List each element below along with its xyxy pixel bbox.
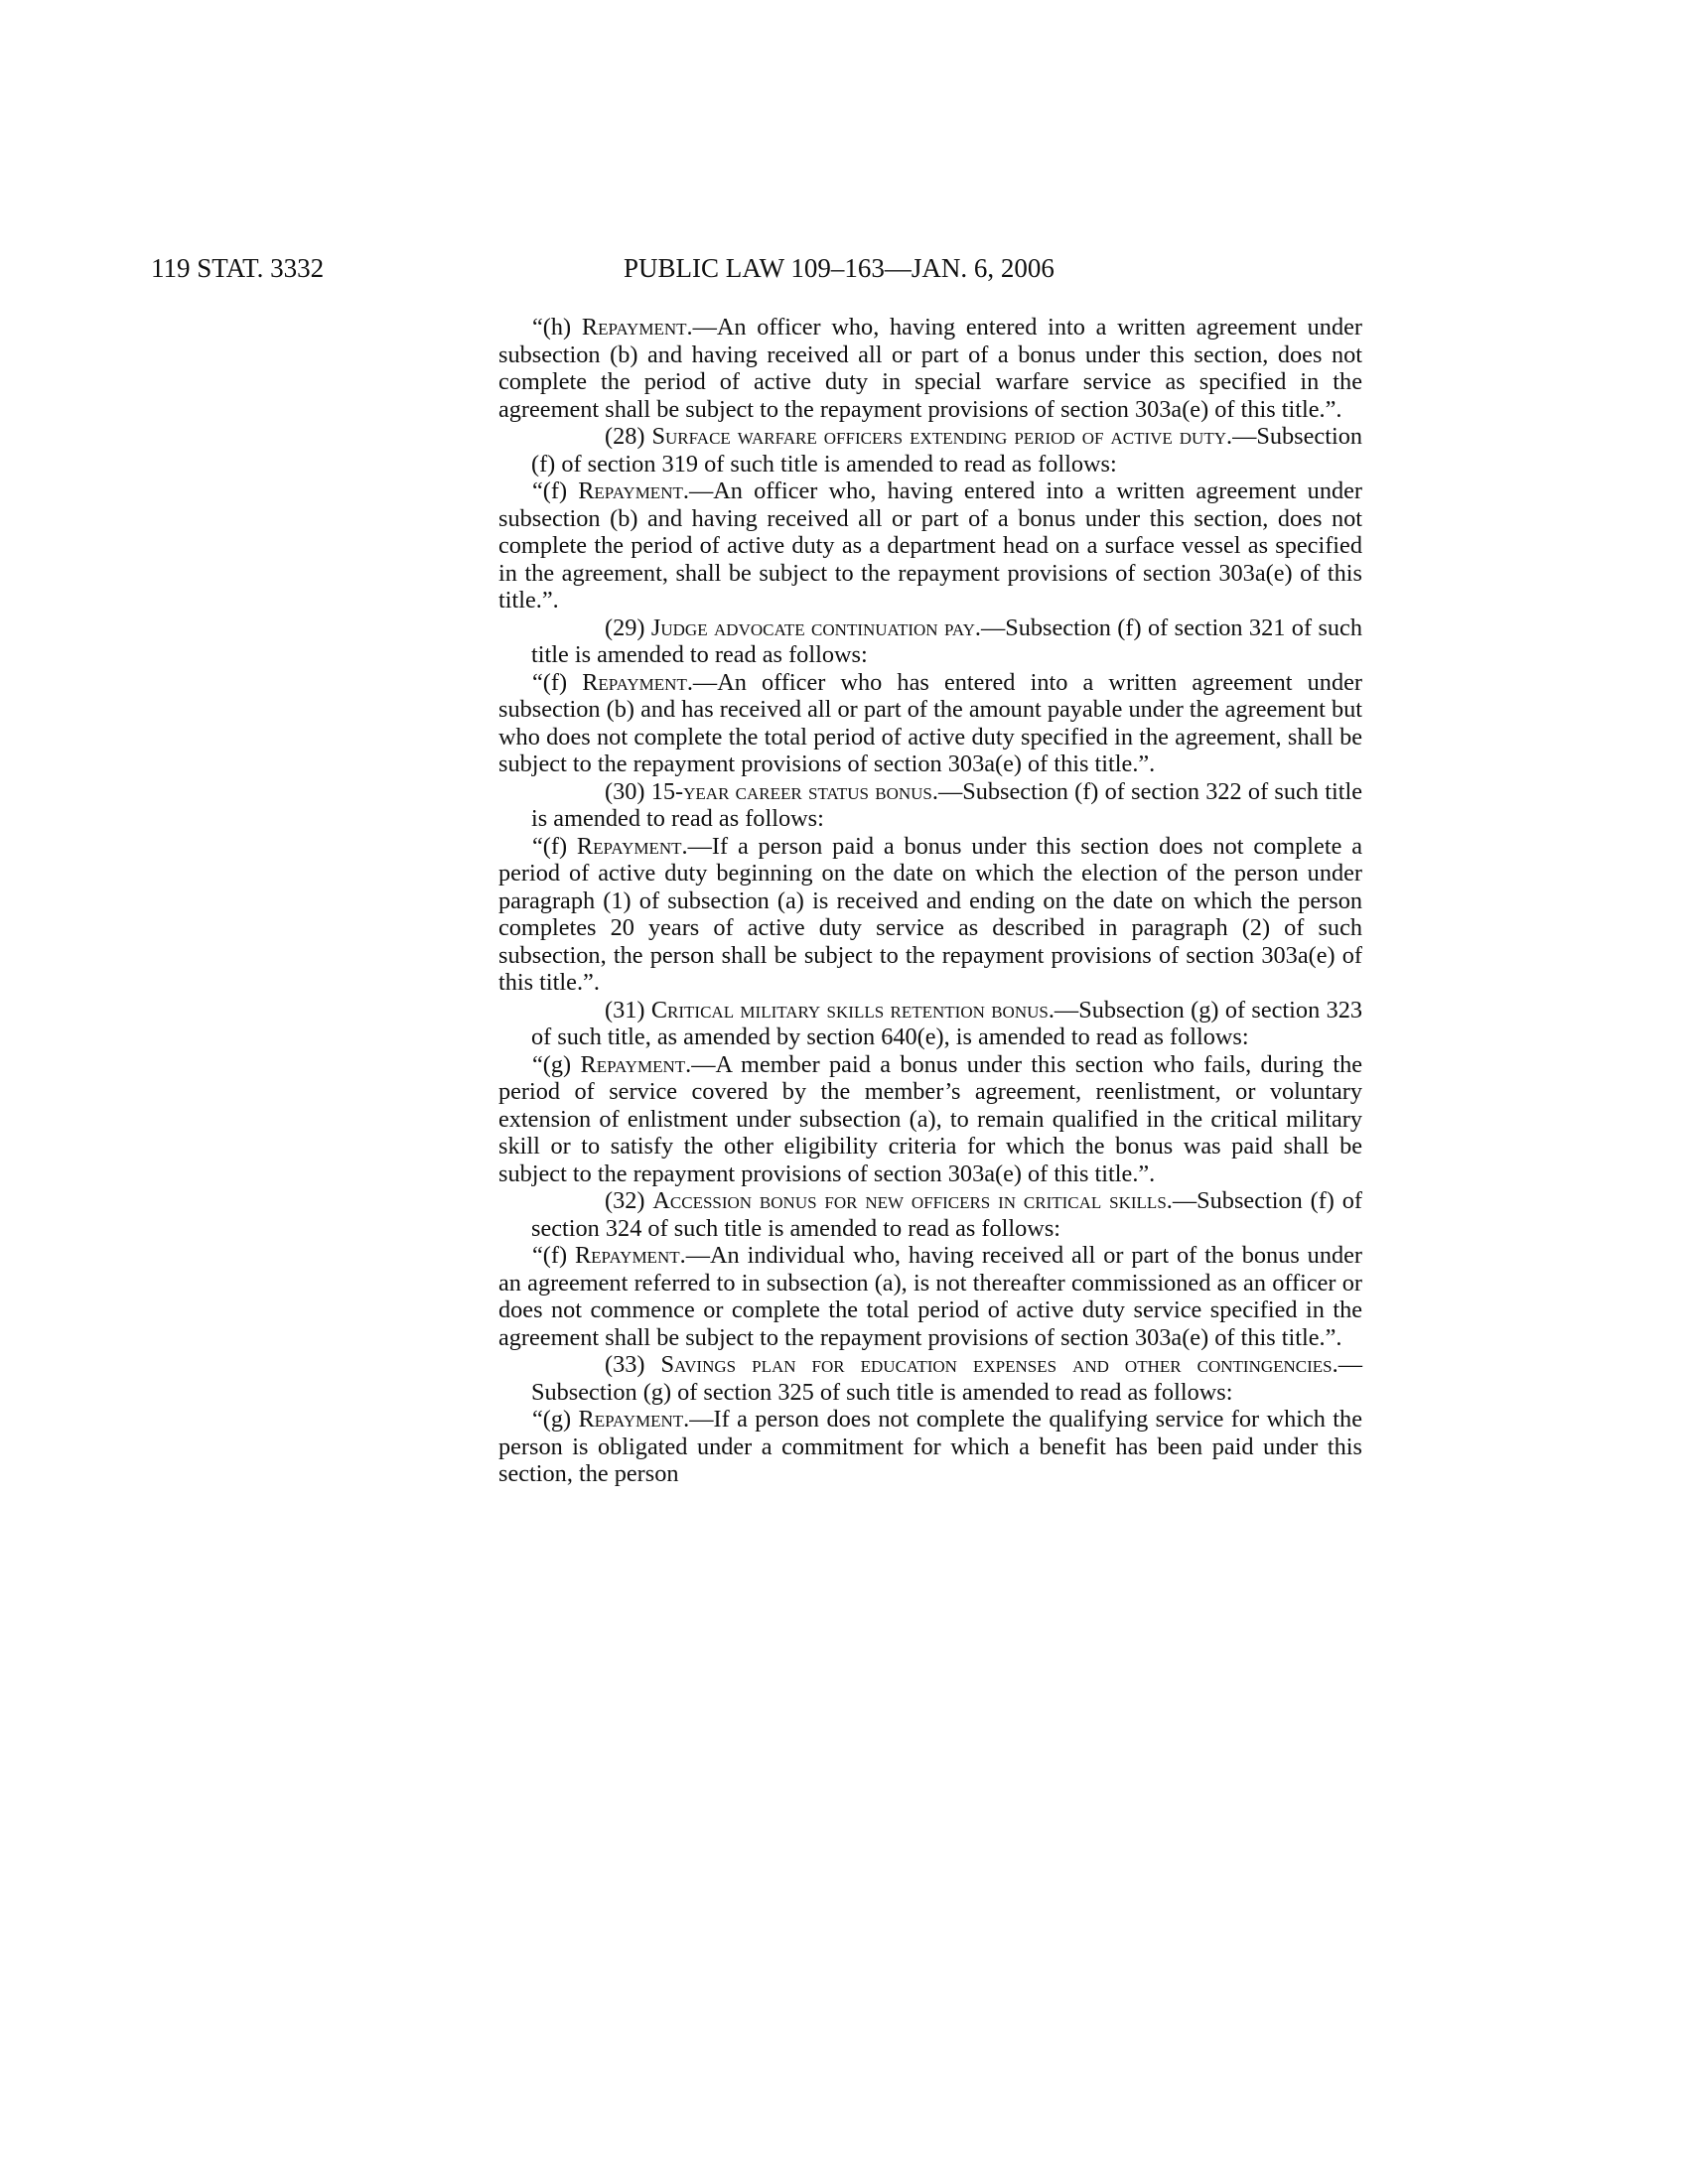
paragraph-heading: Accession bonus for new officers in critical skills. <box>652 1187 1173 1214</box>
paragraph-label: “(h) <box>532 314 582 341</box>
paragraph-heading: Critical military skills retention bonus. <box>650 996 1055 1024</box>
paragraph-text: —Subsection (f) of section 319 of such title is amended to read as follows: <box>531 423 1362 478</box>
paragraph-text: —An officer who has entered into a written agreement under subsection (b) and has received all or part of the amount payable under the agreement but who does not complete the total period of active duty specified in the agreement, shall be subject to the repayment provisions of section 303a(e) of this title.”. <box>498 668 1362 777</box>
paragraph-heading: Repayment. <box>578 478 689 504</box>
paragraph-heading: Repayment. <box>576 832 688 860</box>
paragraph-text: —Subsection (f) of section 324 of such title is amended to read as follows: <box>531 1187 1362 1242</box>
paragraph-label: “(g) <box>532 1406 579 1433</box>
paragraph-text: —If a person paid a bonus under this section does not complete a period of active duty beginning on the date on which the election of the person under paragraph (1) of subsection (a) is received and ending on the date on which the person completes 20 years of active duty service as described in paragraph (2) of such subsection, the person shall be subject to the repayment provisions of section 303a(e) of this title.”. <box>498 832 1362 996</box>
paragraph-text: —An officer who, having entered into a written agreement under subsection (b) and having received all or part of a bonus under this section, does not complete the period of active duty as a department head on a surface vessel as specified in the agreement, shall be subject to the repayment provisions of section 303a(e) of this title.”. <box>498 478 1362 614</box>
paragraph-label: “(f) <box>532 1242 575 1269</box>
public-law-title: PUBLIC LAW 109–163—JAN. 6, 2006 <box>624 253 1055 283</box>
paragraph-heading: Savings plan for education expenses and other contingencies. <box>660 1351 1338 1378</box>
paragraph-28-surface-warfare <box>531 423 1362 478</box>
paragraph-heading: Repayment. <box>580 1050 692 1078</box>
paragraph-f-repayment-324 <box>498 1242 1362 1351</box>
paragraph-text: —Subsection (f) of section 321 of such title is amended to read as follows: <box>531 614 1362 668</box>
paragraph-text: —If a person does not complete the qualifying service for which the person is obligated under a commitment for which a benefit has been paid under this section, the person <box>498 1406 1362 1487</box>
paragraph-f-repayment-322 <box>498 833 1362 997</box>
paragraph-label: (31) <box>605 996 651 1024</box>
paragraph-label: (29) <box>605 614 651 641</box>
paragraph-label: (32) <box>605 1187 653 1214</box>
paragraph-heading: Repayment. <box>581 314 693 341</box>
paragraph-label: “(f) <box>532 478 579 504</box>
paragraph-label: (33) <box>605 1351 661 1378</box>
paragraph-text: —A member paid a bonus under this section who fails, during the period of service covered by the member’s agreement, reenlistment, or voluntary extension of enlistment under subsection (a), to remain qualified in the critical military skill or to satisfy the other eligibility criteria for which the bonus was paid shall be subject to the repayment provisions of section 303a(e) of this title.”. <box>498 1050 1362 1187</box>
paragraph-text: —An officer who, having entered into a written agreement under subsection (b) and having received all or part of a bonus under this section, does not complete the period of active duty in special warfare service as specified in the agreement shall be subject to the repayment provisions of section 303a(e) of this title.”. <box>498 314 1362 423</box>
paragraph-heading: Judge advocate continuation pay. <box>650 614 981 641</box>
paragraph-label: “(g) <box>532 1050 581 1078</box>
running-header <box>0 248 1688 288</box>
paragraph-31-critical-skills-retention <box>531 997 1362 1051</box>
paragraph-h-repayment <box>498 314 1362 423</box>
paragraph-g-repayment-323 <box>498 1051 1362 1188</box>
paragraph-label: (30) <box>605 777 651 805</box>
paragraph-label: “(f) <box>532 832 577 860</box>
paragraph-g-repayment-325 <box>498 1406 1362 1488</box>
paragraph-label: “(f) <box>532 668 583 696</box>
paragraph-32-accession-bonus <box>531 1187 1362 1242</box>
paragraph-f-repayment-319 <box>498 478 1362 614</box>
paragraph-29-judge-advocate <box>531 614 1362 669</box>
paragraph-heading: Repayment. <box>574 1242 686 1269</box>
paragraph-30-career-status-bonus <box>531 778 1362 833</box>
paragraph-heading: 15-year career status bonus. <box>650 777 938 805</box>
paragraph-heading: Repayment. <box>582 668 693 696</box>
document-body <box>498 314 1362 1488</box>
paragraph-text: —Subsection (f) of section 322 of such title is amended to read as follows: <box>531 777 1362 832</box>
paragraph-f-repayment-321 <box>498 669 1362 778</box>
paragraph-text: —Subsection (g) of section 323 of such title, as amended by section 640(e), is amended to read as follows: <box>531 996 1363 1050</box>
statute-page-number: 119 STAT. 3332 <box>151 253 325 283</box>
paragraph-heading: Repayment. <box>578 1406 690 1433</box>
paragraph-label: (28) <box>605 423 652 450</box>
paragraph-33-savings-plan <box>531 1351 1362 1406</box>
paragraph-text: —Subsection (g) of section 325 of such title is amended to read as follows: <box>531 1351 1362 1406</box>
paragraph-text: —An individual who, having received all or part of the bonus under an agreement referred to in subsection (a), is not thereafter commissioned as an officer or does not commence or complete the total period of active duty service specified in the agreement shall be subject to the repayment provisions of section 303a(e) of this title.”. <box>498 1242 1363 1351</box>
paragraph-heading: Surface warfare officers extending period of active duty. <box>651 423 1233 450</box>
